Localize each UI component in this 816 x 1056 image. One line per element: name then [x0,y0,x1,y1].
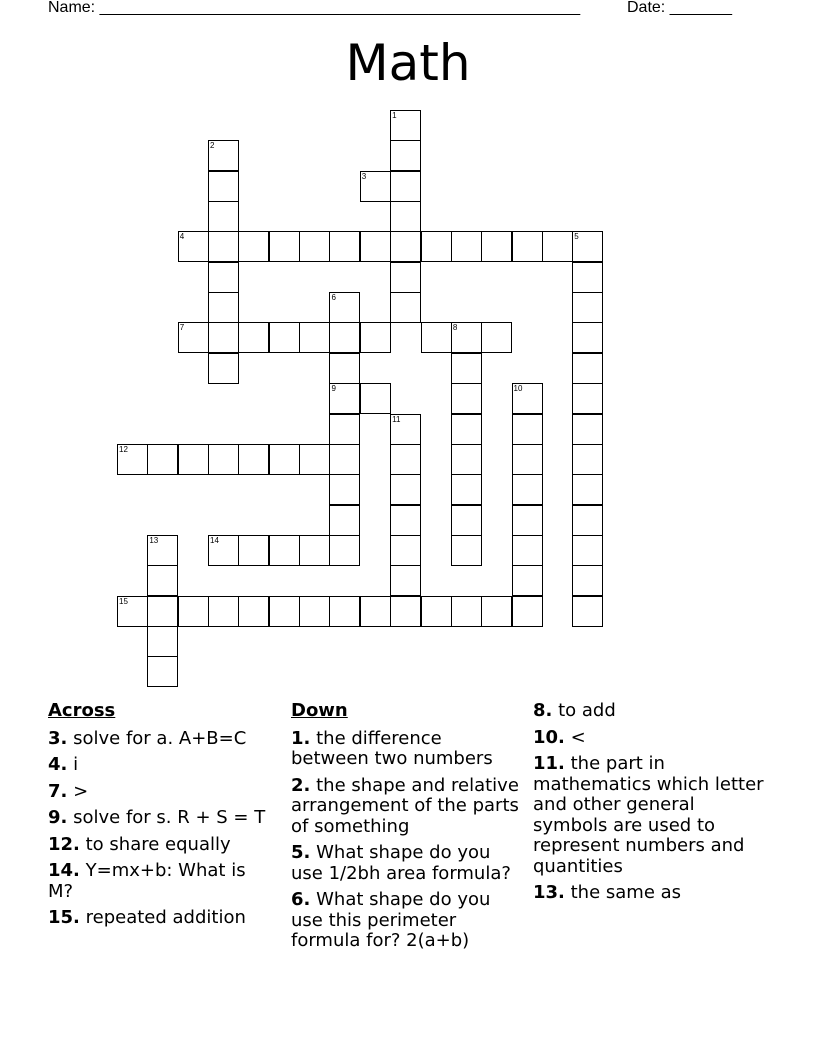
grid-cell[interactable] [147,535,178,566]
grid-cell[interactable] [572,322,603,353]
grid-cell[interactable] [512,231,543,262]
grid-cell[interactable] [299,535,330,566]
down-heading: Down [291,700,348,721]
grid-cell[interactable] [329,353,360,384]
grid-cell[interactable] [390,414,421,445]
grid-cell[interactable] [512,596,543,627]
grid-cell[interactable] [208,262,239,293]
grid-cell[interactable] [147,626,178,657]
clue-number: 1 [392,111,397,120]
grid-cell[interactable] [572,535,603,566]
date-field[interactable]: Date: _______ [627,0,732,16]
grid-cell[interactable] [572,353,603,384]
grid-cell[interactable] [572,262,603,293]
clue-item-text: What shape do you use 1/2bh area formula? [291,842,511,884]
grid-cell[interactable] [390,201,421,232]
grid-cell[interactable] [178,322,209,353]
grid-cell[interactable] [451,383,482,414]
grid-cell[interactable] [299,596,330,627]
clue-item-text: Y=mx+b: What is M? [48,860,246,902]
clue-item [48,835,268,856]
grid-cell[interactable] [390,231,421,262]
grid-cell[interactable] [390,565,421,596]
grid-cell[interactable] [512,414,543,445]
grid-cell[interactable] [329,535,360,566]
grid-cell[interactable] [390,292,421,323]
clue-item-text: to add [558,700,616,721]
grid-cell[interactable] [451,505,482,536]
grid-cell[interactable] [360,596,391,627]
grid-cell[interactable] [269,535,300,566]
grid-cell[interactable] [390,474,421,505]
clue-number: 11 [392,414,401,424]
grid-cell[interactable] [451,444,482,475]
clue-item [533,883,773,904]
grid-cell[interactable] [390,444,421,475]
clue-number: 3 [361,171,367,181]
clue-item [291,843,523,884]
grid-cell[interactable] [360,383,391,414]
clue-item-number: 3. [48,727,68,749]
clue-item-number: 1. [291,727,311,749]
grid-cell[interactable] [572,474,603,505]
grid-cell[interactable] [208,535,239,566]
grid-cell[interactable] [238,231,269,262]
clue-item-number: 14. [48,860,80,881]
clue-item-number: 9. [48,807,68,828]
across-column [48,701,268,935]
clue-item [291,776,523,838]
grid-cell[interactable] [390,171,421,202]
grid-cell[interactable] [299,322,330,353]
grid-cell[interactable] [421,596,452,627]
grid-cell[interactable] [572,505,603,536]
grid-cell[interactable] [238,322,269,353]
grid-cell[interactable] [178,231,209,262]
clue-item-number: 10. [533,726,565,748]
clue-item-text: i [73,754,79,775]
clue-number: 15 [119,596,128,606]
page-title: Math [345,34,471,92]
grid-cell[interactable] [390,505,421,536]
clue-item-number: 11. [533,753,565,774]
grid-cell[interactable] [512,444,543,475]
grid-cell[interactable] [329,505,360,536]
clue-item-text: the part in mathematics which letter and other general symbols are used to represent numbers and quantities [533,753,764,877]
clue-number: 8 [452,323,458,333]
clue-item-text: repeated addition [85,907,246,928]
grid-cell[interactable] [238,444,269,475]
clue-item-number: 15. [48,907,80,928]
grid-cell[interactable] [117,444,148,475]
grid-cell[interactable] [572,596,603,627]
grid-cell[interactable] [299,231,330,262]
grid-cell[interactable] [572,383,603,414]
clue-item [48,908,268,929]
clue-item-text: the same as [570,882,682,903]
grid-cell[interactable] [451,414,482,445]
clue-number: 9 [331,384,336,394]
grid-cell[interactable] [147,596,178,627]
clue-number: 5 [574,232,579,242]
grid-cell[interactable] [329,383,360,414]
clue-item-text: > [73,780,89,802]
grid-cell[interactable] [238,535,269,566]
grid-cell[interactable] [208,353,239,384]
clue-item [291,890,523,952]
down-column [291,701,523,958]
clue-item-number: 8. [533,700,553,721]
grid-cell[interactable] [329,444,360,475]
clue-item-number: 7. [48,780,68,802]
grid-cell[interactable] [451,322,482,353]
down-clue-list [291,729,523,952]
grid-cell[interactable] [269,596,300,627]
clue-item-number: 6. [291,889,311,910]
grid-cell[interactable] [481,322,512,353]
clue-number: 6 [331,293,336,303]
grid-cell[interactable] [208,444,239,475]
grid-cell[interactable] [390,262,421,293]
grid-cell[interactable] [451,535,482,566]
clue-item-text: What shape do you use this perimeter formula for? 2(a+b) [291,889,491,951]
clue-item [291,729,523,770]
grid-cell[interactable] [329,322,360,353]
grid-cell[interactable] [269,444,300,475]
grid-cell[interactable] [451,353,482,384]
grid-cell[interactable] [208,201,239,232]
grid-cell[interactable] [542,231,573,262]
grid-cell[interactable] [512,474,543,505]
grid-cell[interactable] [390,535,421,566]
clue-item-number: 4. [48,754,68,775]
clue-number: 4 [179,232,185,242]
grid-cell[interactable] [147,444,178,475]
grid-cell[interactable] [512,505,543,536]
down-continued-clue-list [533,701,773,904]
across-heading: Across [48,700,116,721]
grid-cell[interactable] [178,444,209,475]
clue-item-text: < [570,726,586,748]
grid-cell[interactable] [451,596,482,627]
grid-cell[interactable] [299,444,330,475]
grid-cell[interactable] [360,171,391,202]
grid-cell[interactable] [208,322,239,353]
grid-cell[interactable] [572,444,603,475]
grid-cell[interactable] [360,322,391,353]
clue-item [533,728,773,749]
grid-cell[interactable] [329,292,360,323]
grid-cell[interactable] [421,322,452,353]
clue-number: 2 [210,141,215,151]
clue-item [48,861,268,902]
clue-item-text: the difference between two numbers [291,727,493,769]
grid-cell[interactable] [208,596,239,627]
grid-cell[interactable] [572,414,603,445]
clue-number: 13 [149,535,159,545]
clue-item [533,701,773,722]
grid-cell[interactable] [329,596,360,627]
grid-cell[interactable] [147,565,178,596]
grid-cell[interactable] [481,231,512,262]
grid-cell[interactable] [512,535,543,566]
clue-number: 12 [119,444,128,454]
grid-cell[interactable] [208,231,239,262]
clue-item-number: 5. [291,842,311,863]
grid-cell[interactable] [512,565,543,596]
grid-cell[interactable] [208,140,239,171]
grid-cell[interactable] [238,596,269,627]
grid-cell[interactable] [208,171,239,202]
clue-item-text: solve for s. R + S = T [73,807,266,828]
grid-cell[interactable] [572,231,603,262]
clue-item-number: 13. [533,882,565,903]
grid-cell[interactable] [147,656,178,687]
grid-cell[interactable] [572,292,603,323]
grid-cell[interactable] [481,596,512,627]
clue-item [48,755,268,776]
grid-cell[interactable] [390,140,421,171]
grid-cell[interactable] [360,231,391,262]
grid-cell[interactable] [329,414,360,445]
clue-item-number: 12. [48,833,80,855]
across-clue-list [48,729,268,929]
grid-cell[interactable] [451,474,482,505]
clue-number: 7 [179,323,185,333]
grid-cell[interactable] [572,565,603,596]
name-field[interactable]: Name: ______________________________________________________ [48,0,581,16]
grid-cell[interactable] [329,231,360,262]
grid-cell[interactable] [390,596,421,627]
down-continued-column [533,701,773,910]
clue-item [533,754,773,877]
grid-cell[interactable] [512,383,543,414]
grid-cell[interactable] [178,596,209,627]
clue-item [48,782,268,803]
grid-cell[interactable] [269,322,300,353]
grid-cell[interactable] [329,474,360,505]
grid-cell[interactable] [421,231,452,262]
clue-number: 10 [513,384,523,394]
grid-cell[interactable] [390,110,421,141]
grid-cell[interactable] [451,231,482,262]
clue-item-text: solve for a. A+B=C [73,727,247,749]
grid-cell[interactable] [269,231,300,262]
clue-item [48,808,268,829]
clue-item [48,729,268,750]
grid-cell[interactable] [117,596,148,627]
clue-item-text: the shape and relative arrangement of the parts of something [291,774,519,837]
clue-number: 14 [210,535,219,545]
clue-item-text: to share equally [85,833,231,855]
grid-cell[interactable] [208,292,239,323]
clue-item-number: 2. [291,774,311,796]
